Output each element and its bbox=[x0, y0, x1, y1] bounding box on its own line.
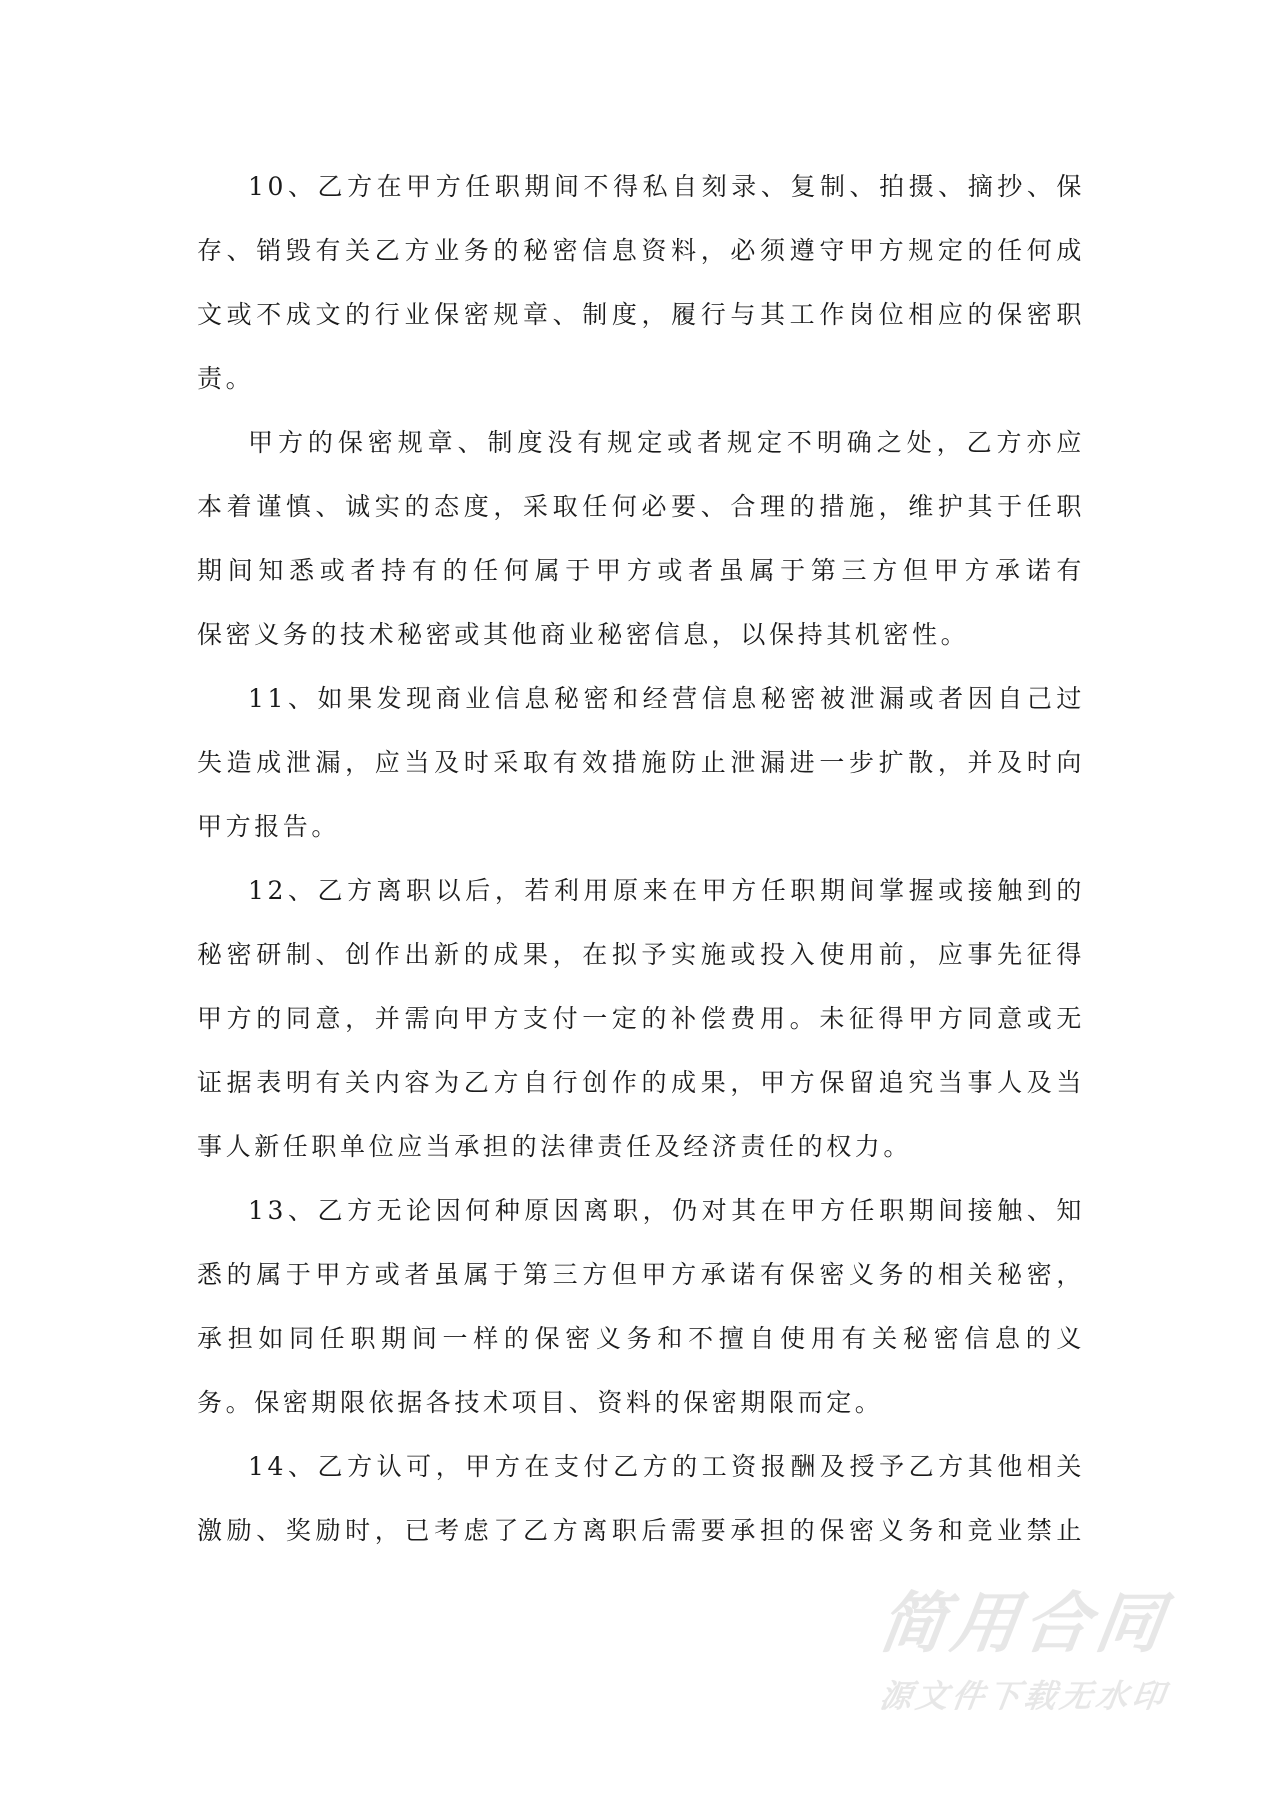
clause-10-supplement-line-1: 甲方的保密规章、制度没有规定或者规定不明确之处，乙方亦应 bbox=[248, 428, 1085, 457]
clause-10-supplement-line-4: 保密义务的技术秘密或其他商业秘密信息，以保持其机密性。 bbox=[197, 620, 970, 649]
clause-11-line-1: 11、如果发现商业信息秘密和经营信息秘密被泄漏或者因自己过 bbox=[248, 684, 1085, 713]
clause-11-line-3: 甲方报告。 bbox=[197, 812, 341, 841]
clause-14-line-1: 14、乙方认可，甲方在支付乙方的工资报酬及授予乙方其他相关 bbox=[248, 1452, 1085, 1481]
clause-12-line-1: 12、乙方离职以后，若利用原来在甲方任职期间掌握或接触到的 bbox=[248, 876, 1085, 905]
clause-13-line-3: 承担如同任职期间一样的保密义务和不擅自使用有关秘密信息的义 bbox=[197, 1324, 1085, 1353]
clause-12-line-5: 事人新任职单位应当承担的法律责任及经济责任的权力。 bbox=[197, 1132, 913, 1161]
watermark-subtitle: 源文件下载无水印 bbox=[877, 1677, 1171, 1715]
clause-10-line-3: 文或不成文的行业保密规章、制度，履行与其工作岗位相应的保密职 bbox=[197, 300, 1085, 329]
clause-12-line-2: 秘密研制、创作出新的成果，在拟予实施或投入使用前，应事先征得 bbox=[197, 940, 1085, 969]
watermark-title: 简用合同 bbox=[874, 1585, 1174, 1662]
clause-12-line-4: 证据表明有关内容为乙方自行创作的成果，甲方保留追究当事人及当 bbox=[197, 1068, 1085, 1097]
clause-13-line-4: 务。保密期限依据各技术项目、资料的保密期限而定。 bbox=[197, 1388, 884, 1417]
clause-13-line-1: 13、乙方无论因何种原因离职，仍对其在甲方任职期间接触、知 bbox=[248, 1196, 1085, 1225]
clause-10-supplement-line-2: 本着谨慎、诚实的态度，采取任何必要、合理的措施，维护其于任职 bbox=[197, 492, 1085, 521]
clause-12-line-3: 甲方的同意，并需向甲方支付一定的补偿费用。未征得甲方同意或无 bbox=[197, 1004, 1085, 1033]
clause-14-line-2: 激励、奖励时，已考虑了乙方离职后需要承担的保密义务和竞业禁止 bbox=[197, 1516, 1085, 1545]
clause-10-supplement-line-3: 期间知悉或者持有的任何属于甲方或者虽属于第三方但甲方承诺有 bbox=[197, 556, 1085, 585]
clause-13-line-2: 悉的属于甲方或者虽属于第三方但甲方承诺有保密义务的相关秘密， bbox=[197, 1260, 1085, 1289]
clause-11-line-2: 失造成泄漏，应当及时采取有效措施防止泄漏进一步扩散，并及时向 bbox=[197, 748, 1085, 777]
clause-10-line-4: 责。 bbox=[197, 364, 255, 393]
clause-10-line-1: 10、乙方在甲方任职期间不得私自刻录、复制、拍摄、摘抄、保 bbox=[248, 172, 1085, 201]
clause-10-line-2: 存、销毁有关乙方业务的秘密信息资料，必须遵守甲方规定的任何成 bbox=[197, 236, 1085, 265]
